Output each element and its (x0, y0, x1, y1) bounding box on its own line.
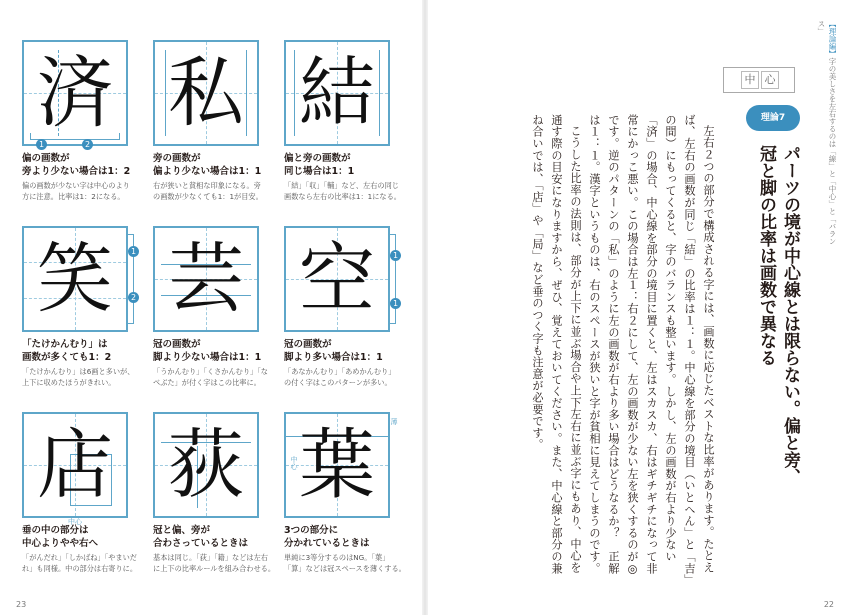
body-paragraph: こうした比率の法則は、部分が上下に並ぶ場合や上下左右に並ぶ字にもあり、中心を通す際の目安になりますから、ぜひ、覚えておいてください。また、中心線と部分の兼ね合いでは、「店」や「局」など垂のつく字も注意が必要です。 (531, 114, 582, 575)
caption-title: 「たけかんむり」は 画数が多くても1：2 (22, 339, 112, 363)
page-number-right: 22 (823, 600, 834, 609)
section-char: 心 (761, 71, 779, 89)
example-cell (153, 412, 281, 574)
caption-title: 冠の画数が 脚より多い場合は1：1 (284, 339, 383, 363)
kanji-glyph: 荻 (168, 420, 244, 509)
kanji-glyph: 済 (37, 48, 113, 137)
page-number-left: 23 (16, 600, 27, 609)
caption-title: 3つの部分に 分かれているときは (284, 525, 370, 549)
example-cell (22, 412, 150, 574)
kanji-grid (284, 226, 399, 332)
caption-title: 冠の画数が 脚より少ない場合は1：1 (153, 339, 262, 363)
caption-title: 垂の中の部分は 中心よりやや右へ (22, 525, 99, 549)
kanji-grid (22, 412, 128, 526)
kanji-glyph: 私 (168, 48, 244, 137)
section-title-box (723, 67, 795, 93)
article-heading: パーツの境が中心線とは限らない。偏と旁、冠と脚の比率は画数で異なる (756, 145, 800, 485)
example-cell (22, 226, 150, 388)
kanji-glyph: 店 (37, 420, 113, 509)
ratio-marker: 1 (390, 298, 401, 309)
center-label: 中心 (68, 518, 82, 526)
kanji-grid (153, 40, 259, 146)
kanji-glyph: 葉 (299, 420, 375, 509)
kanji-grid (153, 226, 259, 332)
ratio-marker: 2 (128, 292, 139, 303)
thin-label: 薄 (390, 418, 398, 425)
example-cell (284, 412, 412, 574)
caption-body: 右が狭いと貧相な印象になる。旁 の画数が少なくても1：1が目安。 (153, 181, 263, 201)
example-cell (153, 226, 281, 388)
kanji-grid (284, 40, 390, 146)
caption-body: 「がんだれ」「しかばね」「やまいだ れ」も同様。中の部分は右寄りに。 (22, 553, 138, 573)
caption-body: 基本は同じ。「荻」「籍」などは左右 に上下の比率ルールを組み合わせる。 (153, 553, 276, 573)
caption-body: 偏の画数が少ない字は中心のより 方に注意。比率は1：2になる。 (22, 181, 130, 201)
theory-badge: 理論7 (746, 105, 800, 131)
chapter-sidebar (817, 20, 838, 250)
kanji-glyph: 結 (299, 48, 375, 137)
caption-body: 「たけかんむり」は6画と多いが、 上下に収めたほうがきれい。 (22, 367, 135, 387)
example-cell (153, 40, 281, 202)
ratio-marker: 1 (390, 250, 401, 261)
ratio-marker: 2 (82, 139, 93, 150)
kanji-grid (22, 226, 137, 332)
example-cell (284, 226, 412, 388)
kanji-glyph: 笑 (37, 234, 113, 323)
section-char: 中 (741, 71, 759, 89)
caption-body: 「あなかんむり」「あめかんむり」 の付く字はこのパターンが多い。 (284, 367, 396, 387)
body-paragraph: 左右２つの部分で構成される字には、画数に応じたベストな比率があります。たとえば、左右の画数が同じ「結」の比率は１：１。中心線を部分の境目（いとへん」と「吉」の間）にもってくると、字のバランスも整います。しかし、左の画数が右より少ない「済」の場合、中心線を部分の境目に置くと、左はスカスカ、右はギチギチになって非常にかっこ悪い。この場合は左１：右２にして、左の画数が少ない左を狭くするのが◎です。逆のパターンの「私」のように左の画数が右より多い場合はどうなるか？ 正解は１：１。漢字というものは、右のスペースが狭いと字が貧相に見えてしまうのです。 (588, 114, 715, 581)
ratio-marker: 1 (36, 139, 47, 150)
caption-body: 単純に3等分するのはNG。「葉」 「算」などは冠スペースを薄くする。 (284, 553, 406, 573)
caption-body: 「結」「収」「輔」など、左右の同じ 画数なら左右の比率は1：1になる。 (284, 181, 401, 201)
example-cell (22, 40, 150, 202)
caption-title: 偏の画数が 旁より少ない場合は1：2 (22, 153, 131, 177)
kanji-grid (284, 412, 398, 518)
kanji-grid (22, 40, 128, 149)
center-label: 中心 (290, 456, 298, 470)
chapter-running-title: 字の美しさを左右するのは「線」と「中心」と「バランス」 (817, 20, 837, 245)
kanji-grid (153, 412, 259, 518)
kanji-glyph: 芸 (168, 234, 244, 323)
caption-body: 「うかんむり」「くさかんむり」「な べぶた」が付く字はこの比率に。 (153, 367, 268, 387)
ratio-marker: 1 (128, 246, 139, 257)
caption-title: 旁の画数が 偏より少ない場合は1：1 (153, 153, 262, 177)
caption-title: 偏と旁の画数が 同じ場合は1：1 (284, 153, 355, 177)
article-body (452, 114, 718, 584)
example-cell (284, 40, 412, 202)
caption-title: 冠と偏、旁が 合わさっているときは (153, 525, 249, 549)
chapter-label: 【理論編】 (828, 20, 837, 58)
kanji-glyph: 空 (299, 234, 375, 323)
